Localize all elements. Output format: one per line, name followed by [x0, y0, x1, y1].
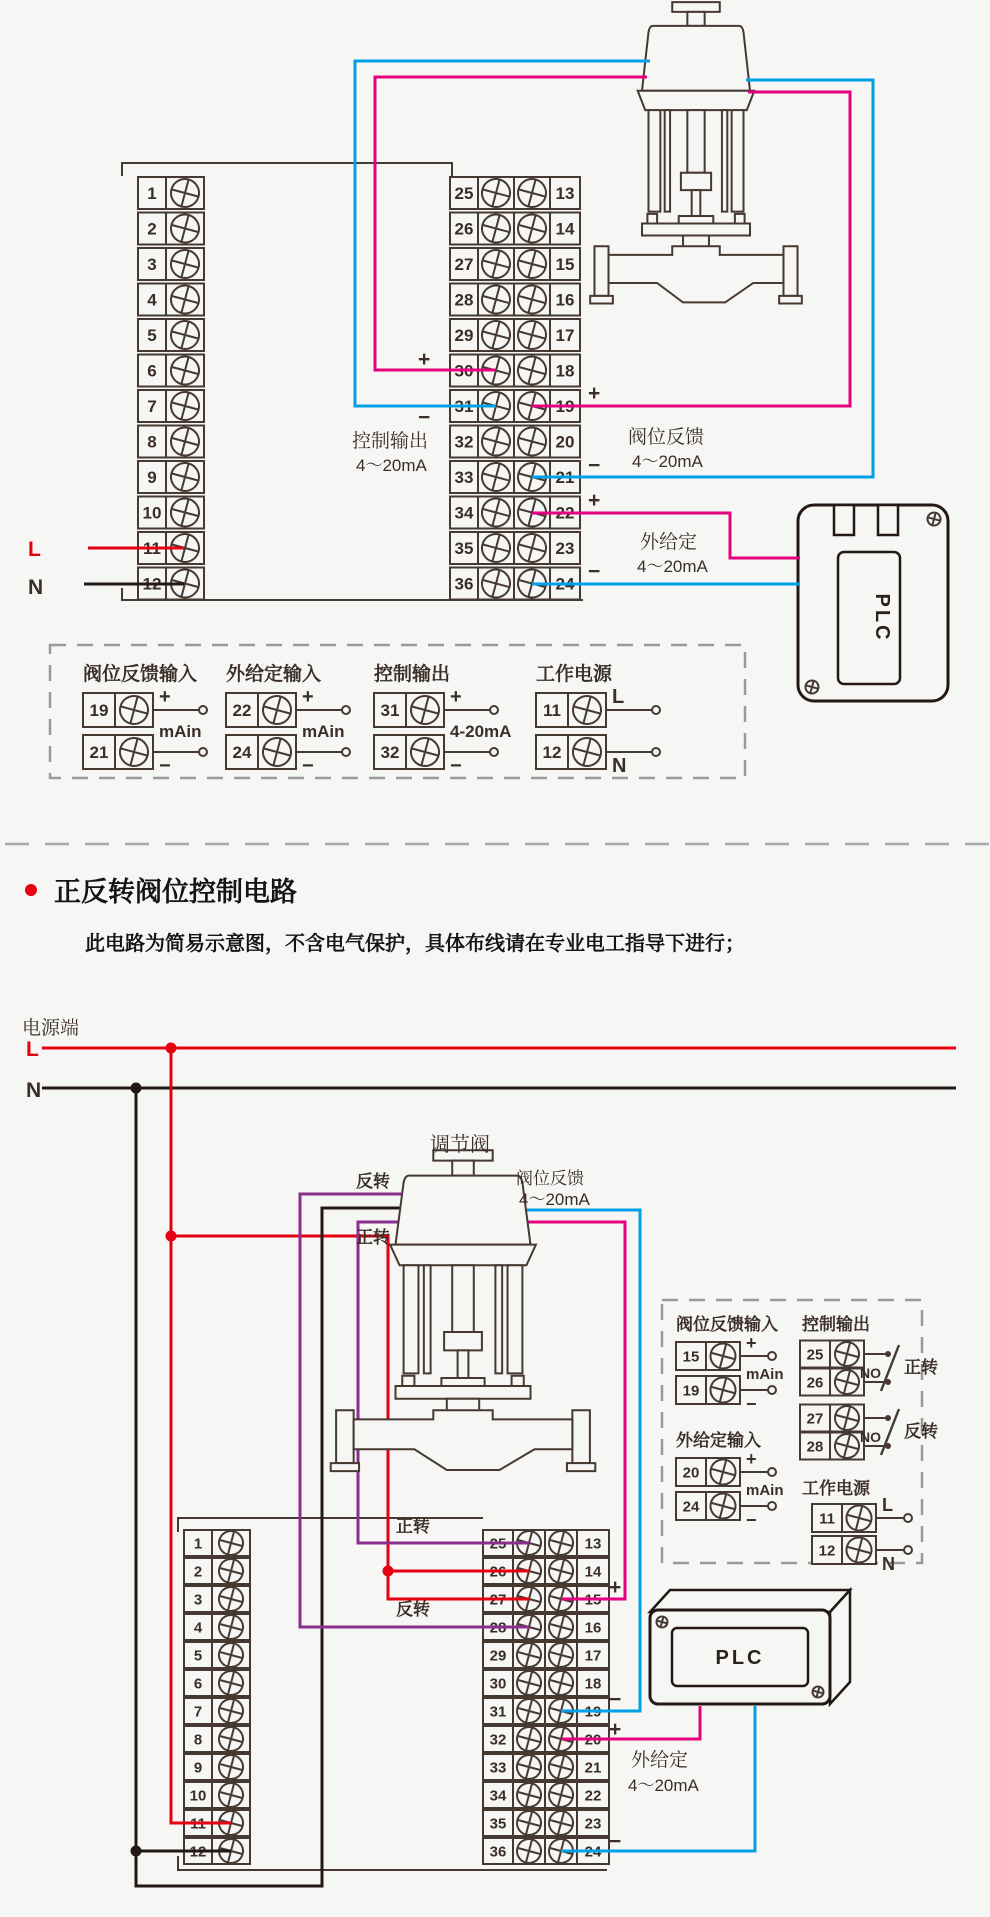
- terminal-number: 2: [193, 1563, 203, 1581]
- section-note: 此电路为简易示意图，不含电气保护，具体布线请在专业电工指导下进行；: [85, 933, 745, 955]
- terminal-number: 5: [193, 1647, 203, 1665]
- terminal-number: 21: [555, 468, 575, 488]
- power-side-label: 电源端: [22, 1018, 80, 1039]
- terminal-row: [184, 1640, 250, 1669]
- wire-end-circle: [490, 748, 498, 756]
- terminal-number: 28: [454, 290, 474, 310]
- terminal-row: [138, 318, 204, 352]
- terminal-number: 20: [555, 432, 575, 452]
- terminal-number: 4: [147, 290, 157, 310]
- control-output-label: 控制输出: [352, 431, 429, 452]
- plc-label-top: PLC: [871, 593, 893, 643]
- svg-text:mAin: mAin: [746, 1366, 784, 1383]
- terminal-row: [450, 318, 580, 352]
- forward-label-block: 正转: [396, 1517, 430, 1536]
- svg-text:mAin: mAin: [302, 722, 345, 741]
- terminal-number: 26: [454, 219, 474, 239]
- contact-dot: [885, 1415, 891, 1421]
- terminal-number: 1: [147, 184, 157, 204]
- terminal-number: 26: [806, 1374, 824, 1392]
- terminal-row: [483, 1668, 609, 1697]
- terminal-number: 7: [147, 397, 157, 417]
- terminal-row: [450, 211, 580, 245]
- terminal-number: 21: [89, 743, 109, 763]
- valve-label: 调节阀: [430, 1134, 490, 1156]
- svg-text:+: +: [746, 1333, 757, 1353]
- terminal-number: 4: [193, 1619, 203, 1637]
- terminal-number: 22: [584, 1787, 602, 1805]
- wire-end-circle: [652, 748, 660, 756]
- wire-end-circle: [904, 1514, 912, 1522]
- terminal-number: 35: [489, 1815, 507, 1833]
- wire-end-circle: [342, 706, 350, 714]
- terminal-number: 15: [584, 1591, 602, 1609]
- wire-end-circle: [768, 1386, 776, 1394]
- svg-text:mAin: mAin: [159, 722, 202, 741]
- terminal-number: 18: [555, 361, 575, 381]
- svg-text:4-20mA: 4-20mA: [450, 722, 512, 741]
- svg-text:+: +: [450, 686, 462, 708]
- terminal-number: 5: [147, 326, 157, 346]
- legend-group-title: 控制输出: [374, 664, 451, 685]
- terminal-number: 32: [454, 432, 474, 452]
- svg-text:−: −: [302, 755, 314, 777]
- svg-text:NO: NO: [860, 1429, 881, 1445]
- legend-group-title: 阀位反馈输入: [83, 664, 198, 685]
- terminal-number: 1: [193, 1535, 203, 1553]
- terminal-number: 25: [454, 184, 474, 204]
- terminal-number: 24: [584, 1843, 602, 1861]
- valve-feedback-label: 阀位反馈: [628, 427, 705, 448]
- wire-end-circle: [768, 1352, 776, 1360]
- terminal-number: 17: [584, 1647, 602, 1665]
- legend-relay-group: [800, 1339, 938, 1396]
- terminal-row: [184, 1668, 250, 1697]
- terminal-row: [450, 531, 580, 565]
- terminal-blocks: [184, 1528, 609, 1865]
- terminal-row: [450, 176, 580, 210]
- wire-end-circle: [199, 748, 207, 756]
- terminal-number: 30: [489, 1675, 507, 1693]
- external-setpoint-range: 4～20mA: [628, 1776, 699, 1795]
- terminal-number: 6: [147, 361, 157, 381]
- junction-dot: [131, 1846, 142, 1857]
- terminal-number: 34: [489, 1787, 507, 1805]
- terminal-number: 11: [543, 701, 561, 721]
- legend-group-title: 外给定输入: [676, 1431, 761, 1450]
- terminal-row: [184, 1752, 250, 1781]
- terminal-number: 17: [555, 326, 575, 346]
- terminal-row: [483, 1780, 609, 1809]
- svg-text:+: +: [746, 1449, 757, 1469]
- junction-dot: [166, 1043, 177, 1054]
- N-terminal-label: N: [28, 576, 44, 599]
- wire-end-circle: [768, 1468, 776, 1476]
- minus-mark: −: [418, 406, 431, 429]
- terminal-row: [138, 460, 204, 494]
- terminal-number: 7: [193, 1703, 203, 1721]
- terminal-number: 22: [232, 701, 252, 721]
- terminal-row: [138, 211, 204, 245]
- terminal-row: [450, 282, 580, 316]
- plus-mark: +: [418, 348, 431, 371]
- L-terminal-label: L: [28, 538, 41, 561]
- svg-text:N: N: [612, 755, 627, 777]
- terminal-number: 13: [555, 184, 575, 204]
- terminal-row: [138, 176, 204, 210]
- svg-text:L: L: [882, 1495, 893, 1515]
- terminal-number: 6: [193, 1675, 203, 1693]
- svg-text:mAin: mAin: [746, 1482, 784, 1499]
- terminal-number: 3: [193, 1591, 203, 1609]
- terminal-number: 15: [555, 255, 575, 275]
- terminal-number: 24: [232, 743, 252, 763]
- terminal-number: 19: [682, 1382, 700, 1400]
- terminal-number: 12: [542, 743, 562, 763]
- terminal-number: 31: [380, 701, 400, 721]
- legend-group: [676, 1430, 784, 1530]
- legend-group: [226, 662, 350, 777]
- plc-label-bottom: PLC: [715, 1647, 765, 1669]
- terminal-number: 8: [147, 432, 157, 452]
- external-setpoint-range: 4～20mA: [637, 557, 708, 576]
- terminal-number: 31: [454, 397, 474, 417]
- minus-mark: −: [609, 1688, 622, 1711]
- terminal-number: 3: [147, 255, 157, 275]
- svg-text:−: −: [159, 755, 171, 777]
- terminal-number: 12: [818, 1542, 836, 1560]
- terminal-number: 21: [584, 1759, 602, 1777]
- terminal-number: 16: [584, 1619, 602, 1637]
- terminal-number: 35: [454, 539, 474, 559]
- valve-feedback-range: 4～20mA: [519, 1190, 590, 1209]
- relay-direction-label: 正转: [904, 1358, 938, 1377]
- reverse-label-valve: 反转: [356, 1172, 390, 1191]
- terminal-number: 28: [806, 1438, 824, 1456]
- terminal-number: 27: [489, 1591, 507, 1609]
- wire-end-circle: [199, 706, 207, 714]
- terminal-row: [483, 1808, 609, 1837]
- terminal-number: 31: [489, 1703, 507, 1721]
- minus-mark: −: [588, 454, 601, 477]
- bullet-icon: [25, 884, 37, 896]
- top-diagram: [28, 2, 948, 778]
- terminal-number: 24: [555, 574, 575, 594]
- svg-text:−: −: [450, 755, 462, 777]
- legend-group: [536, 662, 660, 777]
- legend-groups-top: [83, 662, 660, 777]
- wire-end-circle: [342, 748, 350, 756]
- valve-feedback-label: 阀位反馈: [516, 1169, 584, 1188]
- terminal-number: 9: [147, 468, 157, 488]
- terminal-number: 29: [454, 326, 474, 346]
- terminal-row: [138, 282, 204, 316]
- contact-dot: [885, 1351, 891, 1357]
- terminal-row: [483, 1752, 609, 1781]
- svg-text:NO: NO: [860, 1365, 881, 1381]
- terminal-row: [184, 1612, 250, 1641]
- terminal-row: [138, 495, 204, 529]
- legend-group: [374, 662, 511, 777]
- terminal-number: 36: [489, 1843, 507, 1861]
- terminal-number: 34: [454, 503, 474, 523]
- external-setpoint-label: 外给定: [631, 1750, 689, 1771]
- terminal-number: 29: [489, 1647, 507, 1665]
- wire-end-circle: [652, 706, 660, 714]
- legend-group-title: 工作电源: [536, 664, 613, 685]
- terminal-row: [138, 353, 204, 387]
- bottom-diagram: [22, 1017, 956, 1886]
- forward-label-valve: 正转: [356, 1228, 390, 1247]
- L-rail-label: L: [26, 1038, 39, 1061]
- terminal-number: 33: [489, 1759, 507, 1777]
- terminal-row: [184, 1528, 250, 1557]
- legend-groups-bottom: [676, 1314, 938, 1574]
- terminal-row: [184, 1556, 250, 1585]
- terminal-number: 33: [454, 468, 474, 488]
- terminal-number: 27: [806, 1410, 824, 1428]
- terminal-number: 20: [584, 1731, 602, 1749]
- wire-end-circle: [768, 1502, 776, 1510]
- terminal-number: 30: [454, 361, 474, 381]
- terminal-number: 16: [555, 290, 575, 310]
- terminal-row: [138, 389, 204, 423]
- terminal-number: 9: [193, 1759, 203, 1777]
- terminal-number: 19: [584, 1703, 602, 1721]
- terminal-number: 14: [584, 1563, 602, 1581]
- section-title: 正反转阀位控制电路: [54, 877, 297, 907]
- terminal-number: 2: [147, 219, 157, 239]
- junction-dot: [166, 1231, 177, 1242]
- svg-text:+: +: [159, 686, 171, 708]
- terminal-number: 10: [142, 503, 162, 523]
- terminal-row: [138, 247, 204, 281]
- legend-group-title: 外给定输入: [226, 664, 322, 685]
- terminal-number: 23: [555, 539, 575, 559]
- wire-end-circle: [904, 1546, 912, 1554]
- svg-text:+: +: [302, 686, 314, 708]
- valve-feedback-range: 4～20mA: [632, 452, 703, 471]
- terminal-number: 11: [190, 1815, 206, 1833]
- legend-group: [83, 662, 207, 777]
- terminal-number: 19: [89, 701, 109, 721]
- terminal-number: 20: [682, 1464, 700, 1482]
- external-setpoint-label: 外给定: [640, 532, 698, 553]
- terminal-number: 36: [454, 574, 474, 594]
- legend-group-title: 工作电源: [802, 1479, 870, 1498]
- terminal-row: [184, 1584, 250, 1613]
- terminal-number: 8: [193, 1731, 203, 1749]
- minus-mark: −: [588, 560, 601, 583]
- svg-text:N: N: [882, 1554, 895, 1574]
- junction-dot: [383, 1566, 394, 1577]
- panel-outline-top: [122, 163, 452, 176]
- valve-top-icon: [590, 2, 802, 303]
- terminal-number: 12: [189, 1843, 207, 1861]
- terminal-row: [138, 424, 204, 458]
- terminal-number: 15: [682, 1348, 700, 1366]
- terminal-number: 12: [142, 574, 162, 594]
- terminal-row: [184, 1724, 250, 1753]
- control-output-range: 4～20mA: [356, 456, 427, 475]
- reverse-label-block: 反转: [396, 1600, 430, 1619]
- legend-group: [676, 1314, 784, 1414]
- terminal-number: 19: [555, 397, 575, 417]
- terminal-number: 27: [454, 255, 474, 275]
- terminal-number: 10: [189, 1787, 207, 1805]
- wire-N-to-valve-common: [136, 1088, 403, 1886]
- relay-direction-label: 反转: [904, 1422, 938, 1441]
- terminal-number: 13: [584, 1535, 602, 1553]
- plus-mark: +: [588, 382, 601, 405]
- minus-mark: −: [609, 1830, 622, 1853]
- terminal-row: [450, 247, 580, 281]
- plus-mark: +: [609, 1718, 622, 1741]
- terminal-row: [184, 1696, 250, 1725]
- terminal-row: [450, 424, 580, 458]
- terminal-row: [483, 1640, 609, 1669]
- terminal-number: 26: [489, 1563, 507, 1581]
- terminal-number: 25: [489, 1535, 507, 1553]
- terminal-number: 32: [489, 1731, 507, 1749]
- terminal-row: [184, 1780, 250, 1809]
- terminal-number: 11: [143, 539, 161, 559]
- svg-text:−: −: [746, 1510, 757, 1530]
- wire-end-circle: [490, 706, 498, 714]
- terminal-number: 14: [555, 219, 575, 239]
- terminal-number: 22: [555, 503, 575, 523]
- terminal-number: 11: [819, 1510, 835, 1528]
- legend-relay-group: [800, 1403, 938, 1460]
- plus-mark: +: [588, 489, 601, 512]
- legend-group-title: 控制输出: [802, 1315, 870, 1334]
- junction-dot: [131, 1083, 142, 1094]
- legend-group-title: 阀位反馈输入: [676, 1315, 778, 1334]
- terminal-blocks: [138, 176, 580, 601]
- svg-text:L: L: [612, 686, 625, 708]
- terminal-number: 18: [584, 1675, 602, 1693]
- terminal-number: 32: [380, 743, 400, 763]
- N-rail-label: N: [26, 1079, 42, 1102]
- svg-text:−: −: [746, 1394, 757, 1414]
- terminal-number: 24: [682, 1498, 700, 1516]
- terminal-number: 23: [584, 1815, 602, 1833]
- terminal-number: 25: [806, 1346, 824, 1364]
- terminal-number: 28: [489, 1619, 507, 1637]
- plus-mark: +: [609, 1576, 622, 1599]
